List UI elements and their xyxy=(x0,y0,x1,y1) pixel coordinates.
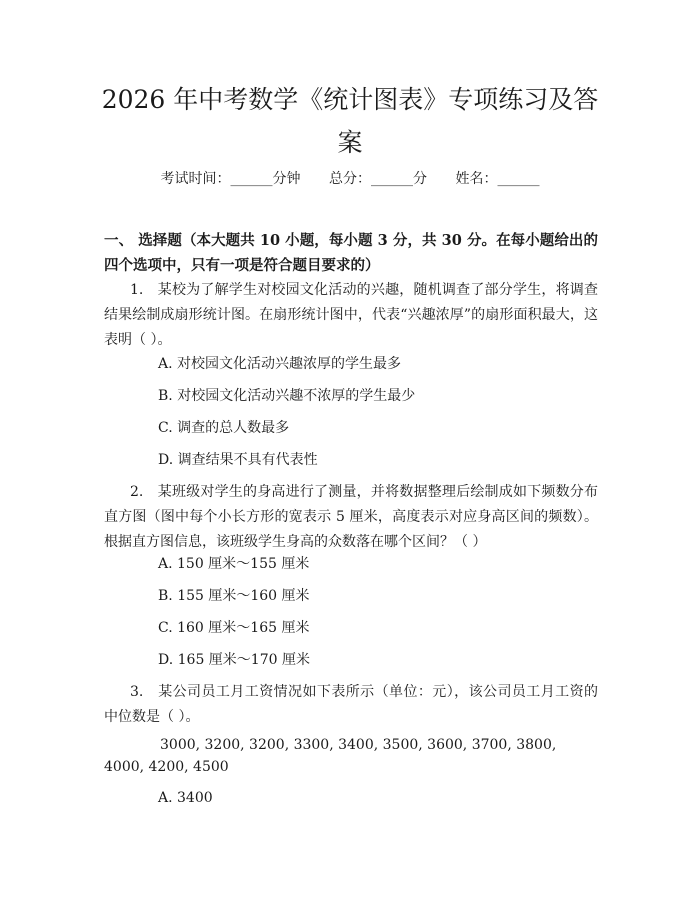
question-2-option-c: C. 160 厘米～165 厘米 xyxy=(158,620,310,636)
question-3-text: 3. 某公司员工月工资情况如下表所示（单位：元），该公司员工月工资的中位数是（ ）。 xyxy=(104,684,598,725)
student-name-field: 姓名：______ xyxy=(455,171,540,187)
total-score-field: 总分：______分 xyxy=(329,171,427,187)
page-title: 2026 年中考数学《统计图表》专项练习及答案 xyxy=(101,85,599,157)
question-2-text: 2. 某班级对学生的身高进行了测量，并将数据整理后绘制成如下频数分布直方图（图中每个小长方形的宽表示 5 厘米，高度表示对应身高区间的频数）。根据直方图信息，该班级学生身高的众数落在哪个区间？（ ） xyxy=(104,484,598,550)
question-1-option-c: C. 调查的总人数最多 xyxy=(158,420,290,436)
question-1-option-d: D. 调查结果不具有代表性 xyxy=(158,452,318,468)
question-1-stem xyxy=(104,278,598,353)
question-1-text: 1. 某校为了解学生对校园文化活动的兴趣，随机调查了部分学生，将调查结果绘制成扇形统计图。在扇形统计图中，代表“兴趣浓厚”的扇形面积最大，这表明（ ）。 xyxy=(104,282,598,348)
question-1-option-b: B. 对校园文化活动兴趣不浓厚的学生最少 xyxy=(158,388,416,404)
salary-data-list: 3000, 3200, 3200, 3300, 3400, 3500, 3600, 3700, 3800, 4000, 4200, 4500 xyxy=(104,737,557,775)
question-1-option-a: A. 对校园文化活动兴趣浓厚的学生最多 xyxy=(158,356,402,372)
exam-info-line xyxy=(0,169,700,189)
question-3-option-a: A. 3400 xyxy=(158,790,213,806)
question-2-option-d: D. 165 厘米～170 厘米 xyxy=(158,652,310,668)
question-2-stem xyxy=(104,480,598,555)
section-heading: 一、 选择题（本大题共 10 小题，每小题 3 分，共 30 分。在每小题给出的四个选项中，只有一项是符合题目要求的） xyxy=(104,232,598,274)
question-2-option-b: B. 155 厘米～160 厘米 xyxy=(158,588,310,604)
question-2-option-a: A. 150 厘米～155 厘米 xyxy=(158,556,310,572)
exam-time-field: 考试时间：______分钟 xyxy=(160,171,301,187)
question-3-stem xyxy=(104,680,598,730)
